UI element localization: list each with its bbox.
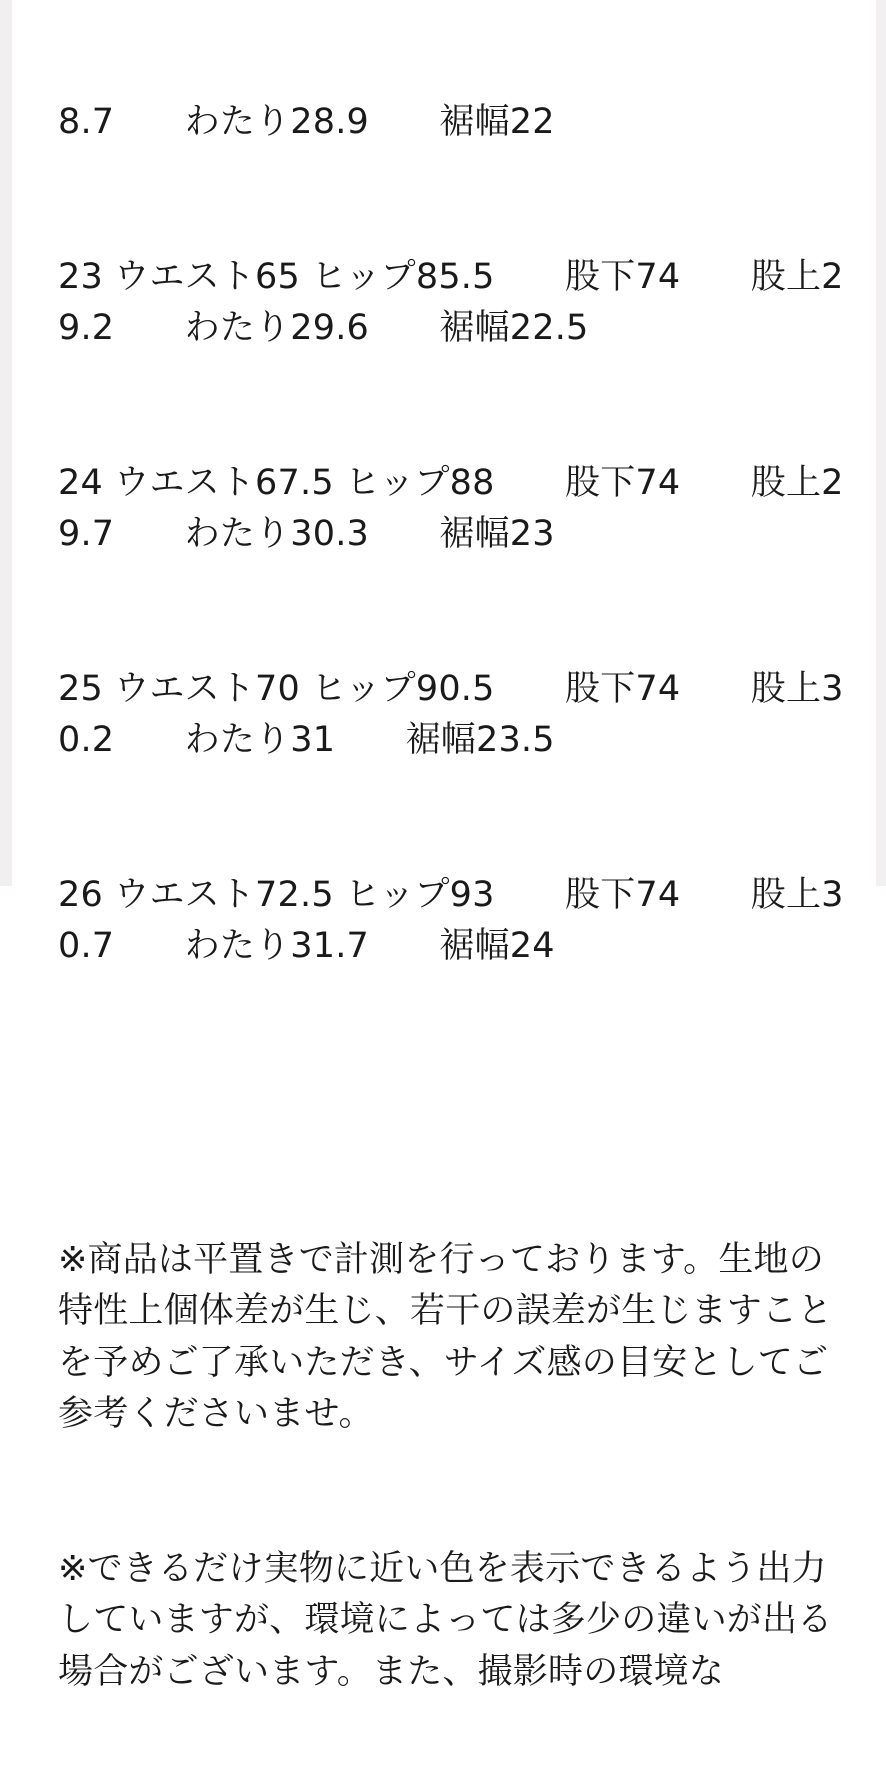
note-paragraph: ※商品は平置きで計測を行っております。生地の特性上個体差が生じ、若干の誤差が生じますことを予めご了承いただき、サイズ感の目安としてご参考くださいませ。	[58, 1235, 848, 1441]
size-chart-line: 8.7 わたり28.9 裾幅22	[58, 97, 848, 149]
notes-block	[58, 1132, 848, 1772]
section-spacer	[58, 1076, 848, 1132]
size-chart-line: 24 ウエスト67.5 ヒップ88 股下74 股上29.7 わたり30.3 裾幅23	[58, 458, 848, 561]
size-chart-block	[58, 0, 848, 1076]
size-chart-line: 23 ウエスト65 ヒップ85.5 股下74 股上29.2 わたり29.6 裾幅22.5	[58, 252, 848, 355]
document-content	[58, 0, 848, 1772]
page-right-edge	[876, 0, 886, 886]
size-chart-line: 25 ウエスト70 ヒップ90.5 股下74 股上30.2 わたり31 裾幅23.5	[58, 664, 848, 767]
page-left-edge	[0, 0, 12, 886]
size-chart-line: 26 ウエスト72.5 ヒップ93 股下74 股上30.7 わたり31.7 裾幅24	[58, 870, 848, 973]
note-paragraph: ※できるだけ実物に近い色を表示できるよう出力していますが、環境によっては多少の違いが出る場合がございます。また、撮影時の環境な	[58, 1544, 848, 1699]
